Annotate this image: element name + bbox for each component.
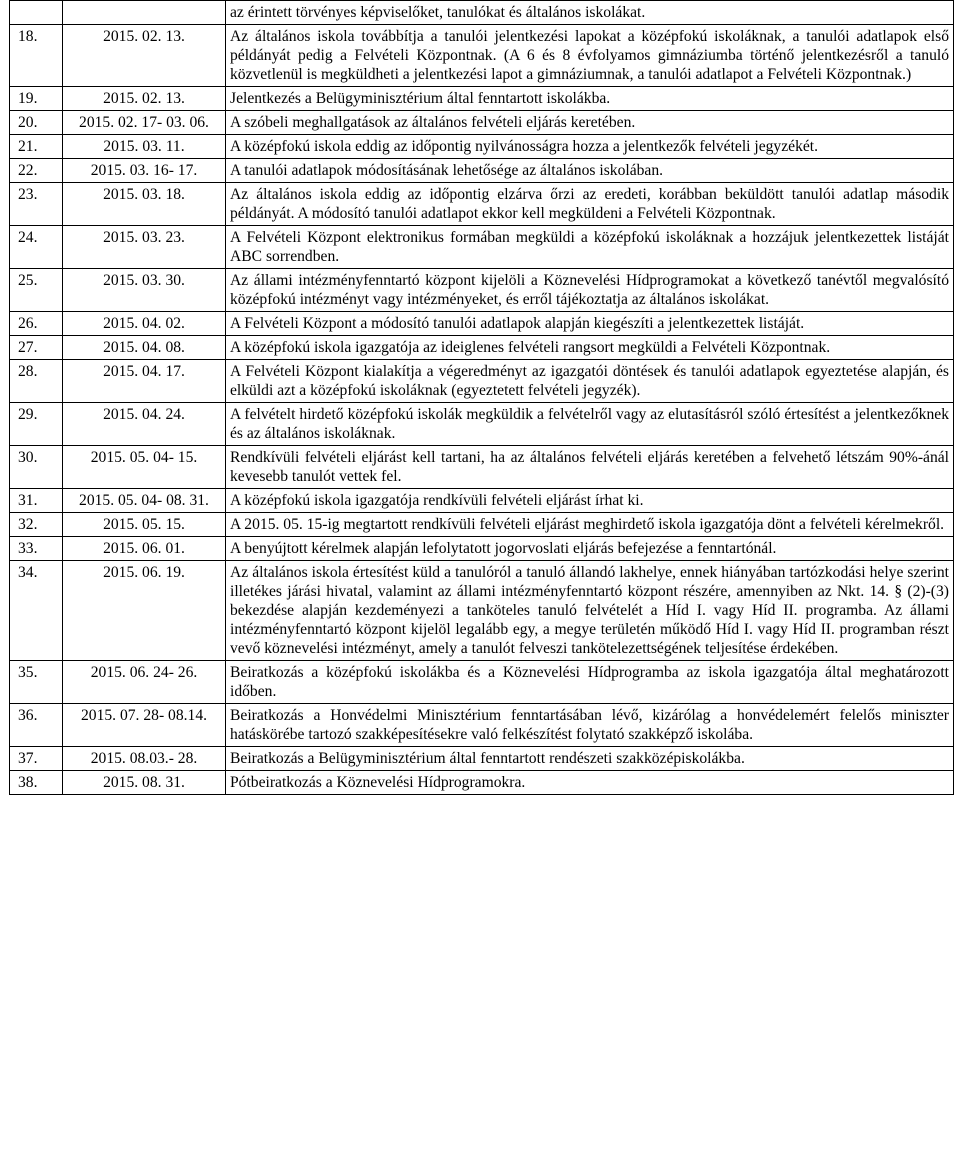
row-number: 24. bbox=[10, 226, 63, 269]
schedule-table bbox=[9, 0, 954, 795]
row-description: Jelentkezés a Belügyminisztérium által fenntartott iskolákba. bbox=[226, 87, 954, 111]
row-date: 2015. 02. 13. bbox=[63, 87, 226, 111]
row-date: 2015. 05. 15. bbox=[63, 513, 226, 537]
table-row bbox=[10, 336, 954, 360]
table-row bbox=[10, 771, 954, 795]
row-description: Az általános iskola továbbítja a tanulói jelentkezési lapokat a középfokú iskoláknak, a tanulói adatlapok első példányát pedig a Felvételi Központnak. (A 6 és 8 évfolyamos gimnáziumba történő jelentkezésről a tanuló közvetlenül is megküldheti a jelentkezési lapot a gimnáziumnak, a tanulói adatlapot a Felvételi Központnak.) bbox=[226, 25, 954, 87]
row-description: Pótbeiratkozás a Köznevelési Hídprogramokra. bbox=[226, 771, 954, 795]
row-number: 19. bbox=[10, 87, 63, 111]
row-description: A középfokú iskola igazgatója az ideiglenes felvételi rangsort megküldi a Felvételi Központnak. bbox=[226, 336, 954, 360]
table-row bbox=[10, 537, 954, 561]
row-description: A benyújtott kérelmek alapján lefolytatott jogorvoslati eljárás befejezése a fenntartónál. bbox=[226, 537, 954, 561]
row-date: 2015. 08.03.- 28. bbox=[63, 747, 226, 771]
row-description: az érintett törvényes képviselőket, tanulókat és általános iskolákat. bbox=[226, 1, 954, 25]
row-date: 2015. 03. 16- 17. bbox=[63, 159, 226, 183]
row-date: 2015. 04. 17. bbox=[63, 360, 226, 403]
row-date: 2015. 08. 31. bbox=[63, 771, 226, 795]
row-description: A tanulói adatlapok módosításának lehetősége az általános iskolában. bbox=[226, 159, 954, 183]
row-number: 35. bbox=[10, 661, 63, 704]
table-row bbox=[10, 446, 954, 489]
row-number: 30. bbox=[10, 446, 63, 489]
row-number: 22. bbox=[10, 159, 63, 183]
row-description: A felvételt hirdető középfokú iskolák megküldik a felvételről vagy az elutasításról szóló értesítést a jelentkezőknek és az általános iskoláknak. bbox=[226, 403, 954, 446]
table-row bbox=[10, 269, 954, 312]
table-row bbox=[10, 226, 954, 269]
row-date: 2015. 05. 04- 15. bbox=[63, 446, 226, 489]
row-description: A szóbeli meghallgatások az általános felvételi eljárás keretében. bbox=[226, 111, 954, 135]
row-date: 2015. 03. 23. bbox=[63, 226, 226, 269]
row-date: 2015. 03. 18. bbox=[63, 183, 226, 226]
table-row bbox=[10, 1, 954, 25]
row-description: Az általános iskola eddig az időpontig elzárva őrzi az eredeti, korábban beküldött tanulói adatlap második példányát. A módosító tanulói adatlapot ekkor kell megküldeni a Felvételi Központnak. bbox=[226, 183, 954, 226]
table-row bbox=[10, 159, 954, 183]
table-row bbox=[10, 513, 954, 537]
row-number: 20. bbox=[10, 111, 63, 135]
row-date: 2015. 03. 30. bbox=[63, 269, 226, 312]
row-number bbox=[10, 1, 63, 25]
row-number: 37. bbox=[10, 747, 63, 771]
row-description: Beiratkozás a Belügyminisztérium által fenntartott rendészeti szakközépiskolákba. bbox=[226, 747, 954, 771]
table-row bbox=[10, 360, 954, 403]
row-date: 2015. 04. 02. bbox=[63, 312, 226, 336]
row-date: 2015. 07. 28- 08.14. bbox=[63, 704, 226, 747]
row-date: 2015. 04. 08. bbox=[63, 336, 226, 360]
row-number: 34. bbox=[10, 561, 63, 661]
row-date bbox=[63, 1, 226, 25]
row-description: A Felvételi Központ a módosító tanulói adatlapok alapján kiegészíti a jelentkezettek listáját. bbox=[226, 312, 954, 336]
table-row bbox=[10, 183, 954, 226]
row-number: 28. bbox=[10, 360, 63, 403]
row-date: 2015. 06. 24- 26. bbox=[63, 661, 226, 704]
row-description: A Felvételi Központ elektronikus formában megküldi a középfokú iskoláknak a hozzájuk jelentkezettek listáját ABC sorrendben. bbox=[226, 226, 954, 269]
table-row bbox=[10, 87, 954, 111]
row-date: 2015. 03. 11. bbox=[63, 135, 226, 159]
table-row bbox=[10, 704, 954, 747]
table-row bbox=[10, 489, 954, 513]
row-description: A Felvételi Központ kialakítja a végeredményt az igazgatói döntések és tanulói adatlapok egyeztetése alapján, és elküldi azt a középfokú iskoláknak (egyeztetett felvételi jegyzék). bbox=[226, 360, 954, 403]
row-number: 26. bbox=[10, 312, 63, 336]
table-row bbox=[10, 747, 954, 771]
row-date: 2015. 04. 24. bbox=[63, 403, 226, 446]
row-description: Az állami intézményfenntartó központ kijelöli a Köznevelési Hídprogramokat a következő tanévtől megvalósító középfokú intézményt vagy intézményeket, és erről tájékoztatja az általános iskolákat. bbox=[226, 269, 954, 312]
row-number: 32. bbox=[10, 513, 63, 537]
table-row bbox=[10, 561, 954, 661]
row-description: A 2015. 05. 15-ig megtartott rendkívüli felvételi eljárást meghirdető iskola igazgatója dönt a felvételi kérelmekről. bbox=[226, 513, 954, 537]
row-description: Beiratkozás a Honvédelmi Minisztérium fenntartásában lévő, kizárólag a honvédelemért felelős miniszter hatáskörébe tartozó szakképesítésekre való felkészítést folytató szakképző iskolába. bbox=[226, 704, 954, 747]
row-number: 27. bbox=[10, 336, 63, 360]
table-row bbox=[10, 312, 954, 336]
row-date: 2015. 06. 01. bbox=[63, 537, 226, 561]
table-row bbox=[10, 25, 954, 87]
row-number: 25. bbox=[10, 269, 63, 312]
row-number: 31. bbox=[10, 489, 63, 513]
row-description: Beiratkozás a középfokú iskolákba és a Köznevelési Hídprogramba az iskola igazgatója által meghatározott időben. bbox=[226, 661, 954, 704]
table-row bbox=[10, 661, 954, 704]
table-row bbox=[10, 403, 954, 446]
row-description: Rendkívüli felvételi eljárást kell tartani, ha az általános felvételi eljárás keretében a felvehető létszám 90%-ánál kevesebb tanulót vettek fel. bbox=[226, 446, 954, 489]
row-number: 21. bbox=[10, 135, 63, 159]
row-number: 18. bbox=[10, 25, 63, 87]
row-description: A középfokú iskola eddig az időpontig nyilvánosságra hozza a jelentkezők felvételi jegyzékét. bbox=[226, 135, 954, 159]
row-date: 2015. 06. 19. bbox=[63, 561, 226, 661]
row-number: 36. bbox=[10, 704, 63, 747]
row-date: 2015. 02. 17- 03. 06. bbox=[63, 111, 226, 135]
row-number: 23. bbox=[10, 183, 63, 226]
row-description: Az általános iskola értesítést küld a tanulóról a tanuló állandó lakhelye, ennek hiányában tartózkodási helye szerint illetékes járási hivatal, valamint az állami intézményfenntartó központ részére, amennyiben az Nkt. 14. § (2)-(3) bekezdése alapján kezdeményezi a tanköteles tanuló felvételét a Híd I. vagy Híd II. programba. Az állami intézményfenntartó központ kijelöl legalább egy, a megye területén működő Híd I. vagy Híd II. programban részt vevő köznevelési intézményt, amely a tanulót felveszi tankötelezettségének teljesítése érdekében. bbox=[226, 561, 954, 661]
row-number: 38. bbox=[10, 771, 63, 795]
row-date: 2015. 02. 13. bbox=[63, 25, 226, 87]
schedule-table-body bbox=[10, 1, 954, 795]
row-number: 33. bbox=[10, 537, 63, 561]
row-number: 29. bbox=[10, 403, 63, 446]
table-row bbox=[10, 135, 954, 159]
row-description: A középfokú iskola igazgatója rendkívüli felvételi eljárást írhat ki. bbox=[226, 489, 954, 513]
table-row bbox=[10, 111, 954, 135]
row-date: 2015. 05. 04- 08. 31. bbox=[63, 489, 226, 513]
